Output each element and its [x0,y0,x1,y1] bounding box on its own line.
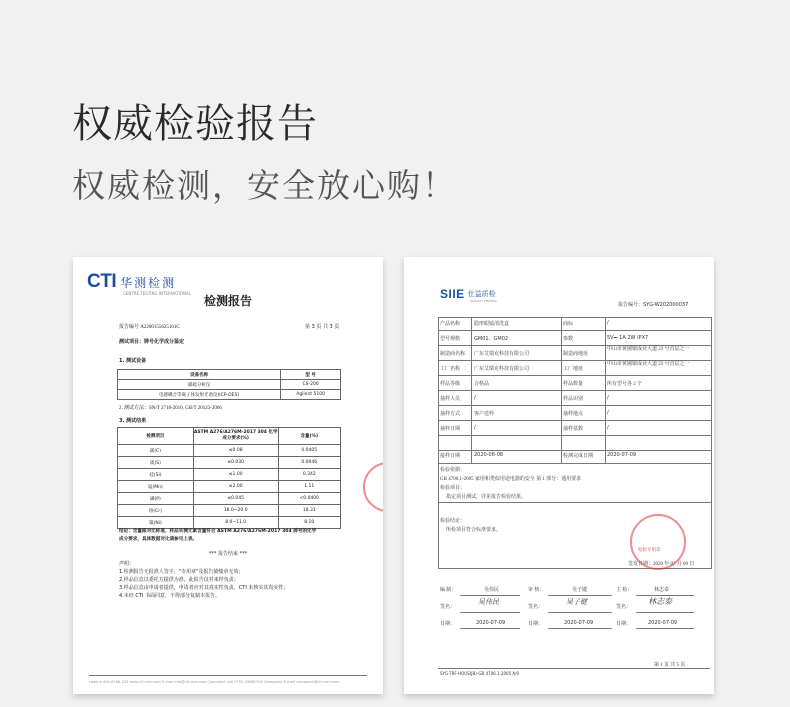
results-table [117,427,341,529]
date-underline [548,628,612,629]
table-cell: CS-206 [281,380,341,390]
equipment-table [117,369,341,400]
note-3: 3.样品信息由申请者提供，申请者应对其真实性负责，CTI 未核实其真实性； [119,585,289,591]
table-row [118,445,341,457]
field-value: 中山市黄圃镇成业大道 23 号首层之一 [607,362,690,367]
table-cell: ≤0.030 [193,457,278,469]
field-value: / [607,320,609,326]
grid-divider [439,330,711,331]
inspector-name: 林志泰 [654,588,670,593]
inspector-label: 主 检： [616,588,633,593]
report-end: *** 报告结束 *** [208,551,248,557]
editor-label: 编 制： [440,588,457,593]
results-head-item: 检测项目 [118,428,194,445]
field-value: 广东艾瑞克科技有限公司 [474,367,530,372]
table-cell: 铬(Cr) [118,505,194,517]
sign-label: 签名： [616,605,632,610]
grid-divider [439,420,711,421]
field-label: 样品识别 [563,397,584,402]
field-label: 抽样地点 [563,412,584,417]
date-label: 日期： [440,622,456,627]
items-title: 检验项目： [440,486,466,491]
table-cell: 锰(Mn) [118,481,194,493]
notes-title: 声明： [119,561,135,567]
field-label: 抽样日期 [440,427,461,432]
sign-underline [548,612,612,613]
basis-text: GB 4706.1-2005 家用和类似用途电器的安全 第 1 部分：通用要求 [440,477,582,482]
test-item: 测试项目：牌号化学成分鉴定 [119,339,185,345]
grid-divider [439,360,711,361]
table-row [118,469,341,481]
basis-title: 检验依据： [440,468,466,473]
field-value: / [474,395,476,401]
inspector-signature: 林志泰 [648,597,672,606]
grid-divider [439,405,711,406]
table-cell: <0.0400 [278,493,340,505]
cti-footer: Hotline 400-6788-333 www.cti-cert.com E-mail info@cti-cert.com Complaint call 0755-33681700 Complaint E-mail complaint@cti-cert.com [89,680,339,684]
table-cell: 镍(Ni) [118,517,194,529]
siie-report-document [404,257,714,694]
report-number: 报告编号 A2200155625101C [119,325,180,330]
siie-logo-mark: SIIE [440,287,465,301]
field-label: 样品数量 [563,382,584,387]
cti-logo [87,271,176,293]
field-value: GM01、GM02 [474,336,509,342]
sign-underline [460,612,520,613]
report-page: 第 1 页 共 5 页 [654,663,686,668]
report-number: 报告编号：SYG-W202000037 [618,302,689,308]
field-label: 样品等级 [440,382,461,387]
note-4: 4.未经 CTI 书面同意，不得部分复制本报告。 [119,593,220,599]
editor-date: 2020-07-09 [476,620,506,626]
editor-signature: 吴伟民 [478,598,499,606]
date-label: 日期： [616,622,632,627]
field-label: 商标 [563,322,574,327]
table-cell: 硫(S) [118,457,194,469]
table-row [118,457,341,469]
field-label: 接样日期 [440,454,461,459]
table-cell: 8.10 [278,517,340,529]
field-value: 客户送样 [474,412,495,417]
table-cell: 碳硫分析仪 [118,380,281,390]
table-cell: 0.342 [278,469,340,481]
table-cell: 18.0~20.0 [193,505,278,517]
reviewer-signature: 吴子键 [566,598,587,606]
grid-divider [439,450,711,451]
grid-divider [439,463,711,464]
date-label: 日期： [528,622,544,627]
cti-report-document [73,257,383,694]
grid-divider [439,502,711,503]
field-label: 制造商名称 [440,352,466,357]
table-cell: 1.11 [278,481,340,493]
field-label: 抽样基数 [563,427,584,432]
field-value: / [607,410,609,416]
table-cell: 8.0~11.0 [193,517,278,529]
table-row [118,390,341,400]
equipment-head-model: 型 号 [281,370,341,380]
table-cell: ≤1.00 [193,469,278,481]
cti-logo-mark: CTI [87,271,117,292]
section-results: 3. 测试结果 [119,418,147,424]
field-label: 抽样方式 [440,412,461,417]
report-page: 第 3 页 共 3 页 [305,324,340,330]
footer-divider [438,668,710,669]
table-cell: ≤0.08 [193,445,278,457]
reviewer-date: 2020-07-09 [564,620,594,626]
items-text: 指定项目测试，详见报告检验结果。 [446,495,527,500]
field-label: 参数 [563,337,574,342]
reviewer-label: 审 核： [528,588,545,593]
date-underline [460,628,520,629]
siie-footer: SYG-TRF-HOUS(JB)-GB 4706.1-2005 A/0 [440,671,520,676]
footer-divider [89,675,367,676]
field-label: 工厂地址 [563,367,584,372]
editor-underline [460,595,520,596]
field-label: 型号规格 [440,337,461,342]
table-row [118,380,341,390]
grid-divider [439,390,711,391]
field-value: / [474,425,476,431]
grid-divider [439,345,711,346]
field-label: 工厂名称 [440,367,461,372]
table-cell: 电感耦合等离子体发射光谱仪(ICP-OES) [118,390,281,400]
sign-label: 签名： [528,605,544,610]
table-row [118,517,341,529]
field-label: 制造商地址 [563,352,589,357]
stamp-label: 检验专用章 [638,548,661,553]
table-row [118,493,341,505]
conclusion-line-1: 结论：含量跟对比标准，样品实测元素含量符合 ASTM A276/A276M-2017 304 牌号的化学 [119,529,317,534]
test-method: 2. 测试方法：SN/T 2718-2010, GB/T 20123-2006 [119,406,222,411]
siie-logo-cn: 仕益质检 [467,290,496,298]
conclusion-line-2: 成分要求，具体数据对比请参见上表。 [119,537,198,542]
report-title: 检测报告 [203,294,252,308]
field-value: 2020-07-09 [607,452,637,458]
field-value: 所有型号各 2 个 [607,382,643,387]
table-cell: 碳(C) [118,445,194,457]
field-value: 合格品 [474,382,490,387]
table-cell: 磷(P) [118,493,194,505]
page-title: 权威检验报告 [72,101,318,147]
seal-stamp-icon [630,514,686,570]
field-value: / [607,395,609,401]
issue-date: 签发日期：2020 年 07 月 09 日 [628,562,695,567]
note-1: 1.检测报告无批准人签字、"专用章"及报告骑缝章无效； [119,569,244,575]
field-value: 2020-06-08 [474,452,504,458]
cti-logo-cn: 华测检测 [120,275,177,290]
reviewer-name: 吴子键 [572,588,588,593]
sign-label: 签名： [440,605,456,610]
field-label: 产品名称 [440,322,461,327]
editor-name: 吴伟民 [484,588,500,593]
field-value: 广东艾瑞克科技有限公司 [474,352,530,357]
table-cell: 0.0046 [278,457,340,469]
cti-logo-en: CENTRE TESTING INTERNATIONAL [123,291,191,296]
field-label: 检测完成日期 [563,454,594,459]
table-row [118,505,341,517]
siie-logo-en: QUALITY TESTING [470,299,497,303]
table-cell: 硅(Si) [118,469,194,481]
grid-divider [439,375,711,376]
sign-underline [636,612,694,613]
note-2: 2.样品信息以委托方提供为准，此报告仅对来样负责； [119,577,239,583]
equipment-head-name: 设备名称 [118,370,281,380]
results-head-standard: ASTM A276/A276M-2017 304 化学成分要求(%) [193,428,278,445]
reviewer-underline [548,595,612,596]
field-value: 中山市黄圃镇成业大道 23 号首层之一 [607,347,690,352]
field-label: 抽样人员 [440,397,461,402]
table-row [118,481,341,493]
conclusion-title: 检验结论： [440,519,466,524]
results-head-content: 含量(%) [278,428,340,445]
table-cell: Agilent 5100 [281,390,341,400]
field-value: / [607,425,609,431]
table-cell: 0.0405 [278,445,340,457]
table-cell: 18.31 [278,505,340,517]
date-underline [636,628,694,629]
grid-divider [439,435,711,436]
field-value: 隐形眼镜清洗盒 [474,322,510,327]
page-subtitle: 权威检测，安全放心购！ [72,166,457,205]
table-cell: ≤0.045 [193,493,278,505]
inspector-date: 2020-07-09 [648,620,678,626]
seal-stamp-icon [363,462,383,512]
field-value: 5V⎓ 1A 2W IPX7 [607,335,649,341]
table-cell: ≤2.00 [193,481,278,493]
section-equipment: 1. 测试设备 [119,358,147,364]
conclusion-text: 所检项目符合标准要求。 [446,528,502,533]
